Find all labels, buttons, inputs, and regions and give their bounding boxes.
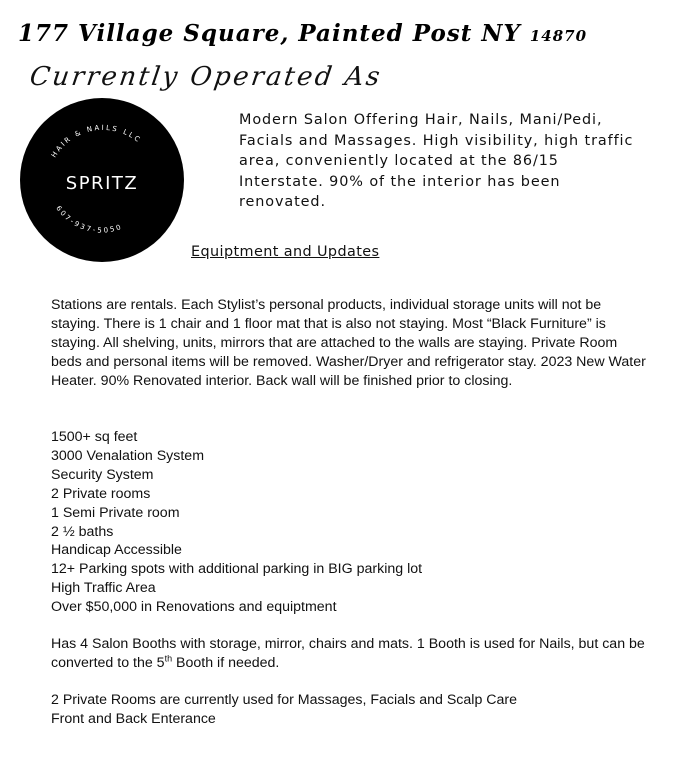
spritz-logo (20, 98, 184, 262)
booths-text-end: Booth if needed. (172, 654, 280, 671)
rooms-paragraph (51, 691, 651, 729)
booths-ordinal: th (164, 653, 173, 664)
address-text: 177 Village Square, Painted Post NY (18, 20, 521, 47)
feature-item: 2 ½ baths (51, 523, 114, 540)
entrance-line: Front and Back Enterance (51, 710, 216, 727)
feature-item: Over $50,000 in Renovations and equiptment (51, 599, 337, 616)
logo-name: SPRITZ (65, 173, 139, 194)
feature-item: 3000 Venalation System (51, 447, 205, 464)
booths-text: Has 4 Salon Booths with storage, mirror, chairs and mats. 1 Booth is used for Nails, but can be converted to the 5 (51, 636, 645, 671)
section-title: Equiptment and Updates (191, 244, 380, 260)
zip-code: 14870 (529, 27, 588, 45)
intro-paragraph: Modern Salon Offering Hair, Nails, Mani/Pedi, Facials and Massages. High visibility, high traffic area, conveniently located at the 86/15 Interstate. 90% of the interior has been renovated. (239, 112, 634, 210)
feature-item: 1500+ sq feet (51, 429, 138, 445)
feature-item: Handicap Accessible (51, 542, 182, 559)
logo-bottom-arc: 607-937-5050 (54, 204, 124, 235)
equipment-paragraph: Stations are rentals. Each Stylist’s personal products, individual storage units will not be staying. There is 1 chair and 1 floor mat that is also not staying. Most “Black Furniture” is staying. All shelving, units, mirrors that are attached to the walls are staying. Private Room beds and personal items will be removed. Washer/Dryer and refrigerator stay. 2023 New Water Heater. 90% Renovated interior. Back wall will be finished prior to closing. (51, 297, 646, 389)
feature-item: High Traffic Area (51, 580, 156, 597)
feature-item: 2 Private rooms (51, 485, 151, 502)
logo-top-arc: HAIR & NAILS LLC (49, 123, 143, 160)
rooms-line: 2 Private Rooms are currently used for Massages, Facials and Scalp Care (51, 692, 518, 708)
feature-item: Security System (51, 466, 154, 483)
booths-paragraph (51, 635, 651, 673)
feature-item: 1 Semi Private room (51, 504, 180, 521)
feature-item: 12+ Parking spots with additional parking in BIG parking lot (51, 561, 423, 578)
subtitle-script: Currently Operated As (27, 62, 385, 92)
address-heading (18, 20, 587, 47)
feature-list (51, 428, 422, 617)
